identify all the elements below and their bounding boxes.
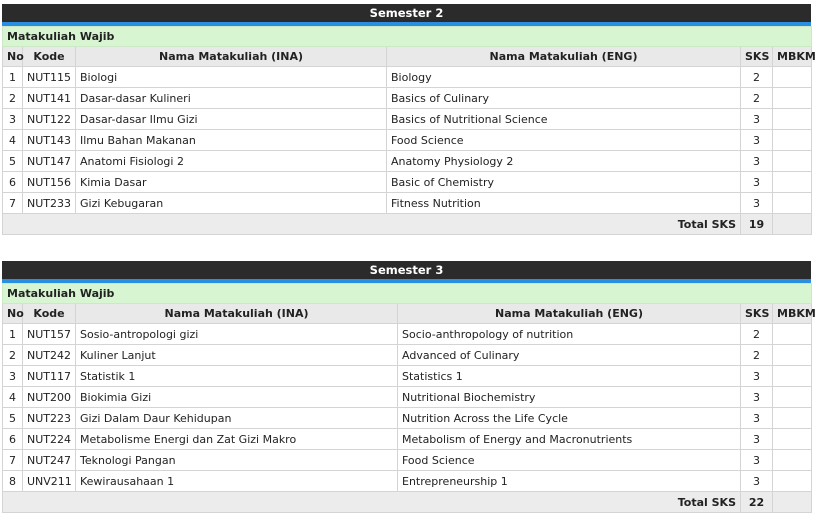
row-no: 4 xyxy=(3,387,23,408)
row-eng: Food Science xyxy=(398,450,741,471)
total-mbkm xyxy=(773,492,812,513)
total-label: Total SKS xyxy=(3,492,741,513)
table-row xyxy=(3,88,812,109)
row-mbkm xyxy=(773,67,812,88)
total-mbkm xyxy=(773,214,812,235)
row-sks: 2 xyxy=(741,324,773,345)
row-kode: NUT233 xyxy=(23,193,76,214)
course-table xyxy=(2,26,816,235)
row-no: 7 xyxy=(3,193,23,214)
semester-section-3 xyxy=(2,261,816,513)
row-eng: Entrepreneurship 1 xyxy=(398,471,741,492)
row-no: 2 xyxy=(3,345,23,366)
col-mbkm: MBKM xyxy=(773,47,812,67)
row-sks: 3 xyxy=(741,387,773,408)
row-ina: Gizi Dalam Daur Kehidupan xyxy=(76,408,398,429)
row-kode: UNV211 xyxy=(23,471,76,492)
row-eng: Nutritional Biochemistry xyxy=(398,387,741,408)
row-eng: Advanced of Culinary xyxy=(398,345,741,366)
row-eng: Socio-anthropology of nutrition xyxy=(398,324,741,345)
row-sks: 3 xyxy=(741,130,773,151)
row-no: 5 xyxy=(3,408,23,429)
row-ina: Kimia Dasar xyxy=(76,172,387,193)
table-row xyxy=(3,172,812,193)
row-no: 2 xyxy=(3,88,23,109)
row-kode: NUT115 xyxy=(23,67,76,88)
row-ina: Biologi xyxy=(76,67,387,88)
table-row xyxy=(3,408,812,429)
row-ina: Statistik 1 xyxy=(76,366,398,387)
table-row xyxy=(3,345,812,366)
row-sks: 2 xyxy=(741,345,773,366)
row-mbkm xyxy=(773,88,812,109)
table-row xyxy=(3,151,812,172)
col-eng: Nama Matakuliah (ENG) xyxy=(387,47,741,67)
row-ina: Kewirausahaan 1 xyxy=(76,471,398,492)
col-no: No xyxy=(3,47,23,67)
table-body xyxy=(3,324,812,492)
row-mbkm xyxy=(773,130,812,151)
row-no: 8 xyxy=(3,471,23,492)
row-sks: 3 xyxy=(741,429,773,450)
row-eng: Nutrition Across the Life Cycle xyxy=(398,408,741,429)
row-eng: Fitness Nutrition xyxy=(387,193,741,214)
row-kode: NUT242 xyxy=(23,345,76,366)
row-kode: NUT122 xyxy=(23,109,76,130)
group-row xyxy=(3,284,812,304)
table-row xyxy=(3,429,812,450)
total-label: Total SKS xyxy=(3,214,741,235)
row-kode: NUT247 xyxy=(23,450,76,471)
row-sks: 3 xyxy=(741,471,773,492)
row-mbkm xyxy=(773,151,812,172)
table-header xyxy=(3,47,812,67)
row-sks: 3 xyxy=(741,109,773,130)
table-body xyxy=(3,67,812,214)
row-ina: Dasar-dasar Ilmu Gizi xyxy=(76,109,387,130)
row-no: 1 xyxy=(3,67,23,88)
table-row xyxy=(3,193,812,214)
col-ina: Nama Matakuliah (INA) xyxy=(76,47,387,67)
table-row xyxy=(3,450,812,471)
row-mbkm xyxy=(773,345,812,366)
row-no: 6 xyxy=(3,172,23,193)
table-row xyxy=(3,324,812,345)
group-label: Matakuliah Wajib xyxy=(3,284,812,304)
row-kode: NUT224 xyxy=(23,429,76,450)
row-mbkm xyxy=(773,471,812,492)
row-ina: Metabolisme Energi dan Zat Gizi Makro xyxy=(76,429,398,450)
semester-section-2 xyxy=(2,4,816,235)
row-ina: Teknologi Pangan xyxy=(76,450,398,471)
row-sks: 3 xyxy=(741,172,773,193)
row-sks: 3 xyxy=(741,151,773,172)
row-eng: Biology xyxy=(387,67,741,88)
row-sks: 3 xyxy=(741,366,773,387)
row-eng: Basic of Chemistry xyxy=(387,172,741,193)
col-kode: Kode xyxy=(23,304,76,324)
col-ina: Nama Matakuliah (INA) xyxy=(76,304,398,324)
row-no: 3 xyxy=(3,109,23,130)
row-mbkm xyxy=(773,408,812,429)
semester-title: Semester 2 xyxy=(2,4,811,26)
row-mbkm xyxy=(773,387,812,408)
table-row xyxy=(3,387,812,408)
col-sks: SKS xyxy=(741,47,773,67)
total-value: 22 xyxy=(741,492,773,513)
row-ina: Ilmu Bahan Makanan xyxy=(76,130,387,151)
semester-title: Semester 3 xyxy=(2,261,811,283)
row-ina: Kuliner Lanjut xyxy=(76,345,398,366)
col-mbkm: MBKM xyxy=(773,304,812,324)
group-row xyxy=(3,27,812,47)
row-kode: NUT117 xyxy=(23,366,76,387)
row-kode: NUT156 xyxy=(23,172,76,193)
table-header xyxy=(3,304,812,324)
table-row xyxy=(3,471,812,492)
col-kode: Kode xyxy=(23,47,76,67)
total-row xyxy=(3,214,812,235)
row-kode: NUT157 xyxy=(23,324,76,345)
row-kode: NUT223 xyxy=(23,408,76,429)
row-no: 4 xyxy=(3,130,23,151)
table-row xyxy=(3,130,812,151)
row-eng: Anatomy Physiology 2 xyxy=(387,151,741,172)
row-ina: Gizi Kebugaran xyxy=(76,193,387,214)
row-sks: 3 xyxy=(741,450,773,471)
row-ina: Anatomi Fisiologi 2 xyxy=(76,151,387,172)
row-kode: NUT143 xyxy=(23,130,76,151)
col-eng: Nama Matakuliah (ENG) xyxy=(398,304,741,324)
row-ina: Sosio-antropologi gizi xyxy=(76,324,398,345)
table-row xyxy=(3,109,812,130)
row-no: 1 xyxy=(3,324,23,345)
row-no: 3 xyxy=(3,366,23,387)
row-ina: Dasar-dasar Kulineri xyxy=(76,88,387,109)
table-row xyxy=(3,366,812,387)
row-eng: Food Science xyxy=(387,130,741,151)
col-sks: SKS xyxy=(741,304,773,324)
row-kode: NUT141 xyxy=(23,88,76,109)
row-sks: 2 xyxy=(741,88,773,109)
row-mbkm xyxy=(773,429,812,450)
row-mbkm xyxy=(773,450,812,471)
row-sks: 3 xyxy=(741,408,773,429)
row-mbkm xyxy=(773,193,812,214)
row-eng: Metabolism of Energy and Macronutrients xyxy=(398,429,741,450)
row-eng: Basics of Culinary xyxy=(387,88,741,109)
row-kode: NUT200 xyxy=(23,387,76,408)
row-sks: 3 xyxy=(741,193,773,214)
row-mbkm xyxy=(773,172,812,193)
row-no: 7 xyxy=(3,450,23,471)
row-mbkm xyxy=(773,366,812,387)
table-row xyxy=(3,67,812,88)
col-no: No xyxy=(3,304,23,324)
row-kode: NUT147 xyxy=(23,151,76,172)
row-ina: Biokimia Gizi xyxy=(76,387,398,408)
total-row xyxy=(3,492,812,513)
group-label: Matakuliah Wajib xyxy=(3,27,812,47)
row-no: 5 xyxy=(3,151,23,172)
row-sks: 2 xyxy=(741,67,773,88)
course-table xyxy=(2,283,816,513)
row-eng: Statistics 1 xyxy=(398,366,741,387)
total-value: 19 xyxy=(741,214,773,235)
row-eng: Basics of Nutritional Science xyxy=(387,109,741,130)
row-mbkm xyxy=(773,109,812,130)
row-mbkm xyxy=(773,324,812,345)
row-no: 6 xyxy=(3,429,23,450)
